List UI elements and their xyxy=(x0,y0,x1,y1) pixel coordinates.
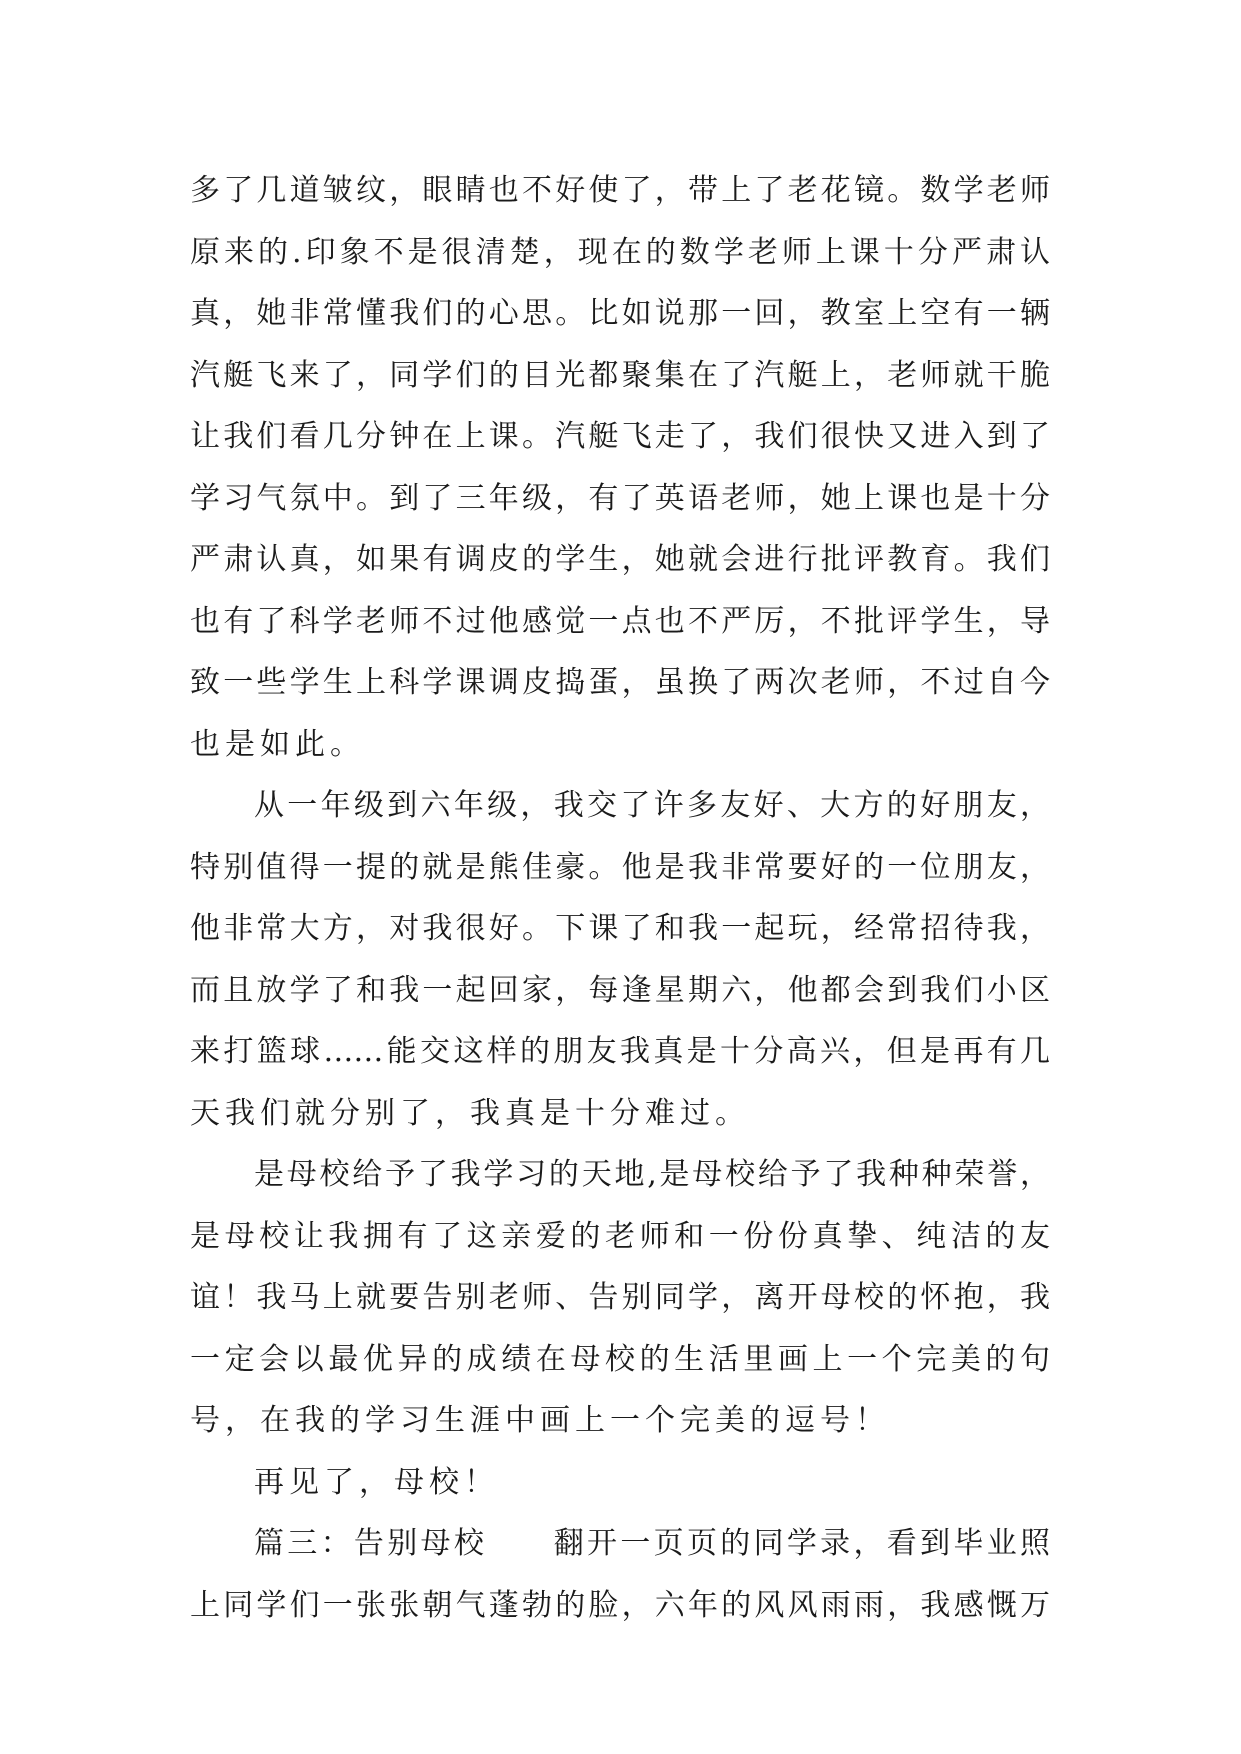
text-line: 让我们看几分钟在上课。汽艇飞走了，我们很快又进入到了 xyxy=(190,419,1050,454)
text-line: 一定会以最优异的成绩在母校的生活里画上一个完美的句 xyxy=(190,1341,1050,1377)
body-text xyxy=(190,160,1050,1636)
text-line: 再见了，母校！ xyxy=(254,1464,499,1500)
text-line: 是母校让我拥有了这亲爱的老师和一份份真挚、纯洁的友 xyxy=(190,1218,1050,1254)
text-line: 致一些学生上科学课调皮捣蛋，虽换了两次老师，不过自今 xyxy=(190,665,1050,700)
text-line: 天我们就分别了，我真是十分难过。 xyxy=(190,1095,750,1131)
text-line: 而且放学了和我一起回家，每逢星期六，他都会到我们小区 xyxy=(190,972,1050,1008)
text-line: 特别值得一提的就是熊佳豪。他是我非常要好的一位朋友， xyxy=(190,849,1050,885)
text-line: 也是如此。 xyxy=(190,726,365,762)
text-line: 原来的.印象不是很清楚，现在的数学老师上课十分严肃认 xyxy=(190,234,1050,270)
text-line: 多了几道皱纹，眼睛也不好使了，带上了老花镜。数学老师 xyxy=(190,173,1050,208)
text-line: 上同学们一张张朝气蓬勃的脸，六年的风风雨雨，我感慨万 xyxy=(190,1587,1050,1623)
text-line: 号，在我的学习生涯中画上一个完美的逗号！ xyxy=(190,1403,890,1438)
text-line: 严肃认真，如果有调皮的学生，她就会进行批评教育。我们 xyxy=(190,542,1050,577)
text-line: 是母校给予了我学习的天地,是母校给予了我种种荣誉， xyxy=(254,1157,1050,1192)
text-line: 学习气氛中。到了三年级，有了英语老师，她上课也是十分 xyxy=(190,480,1050,516)
text-line: 篇三：告别母校 翻开一页页的同学录，看到毕业照 xyxy=(254,1526,1050,1561)
text-line: 来打篮球……能交这样的朋友我真是十分高兴，但是再有几 xyxy=(190,1034,1050,1069)
text-line: 从一年级到六年级，我交了许多友好、大方的好朋友， xyxy=(254,788,1050,823)
text-line: 他非常大方，对我很好。下课了和我一起玩，经常招待我， xyxy=(190,911,1050,946)
text-line: 也有了科学老师不过他感觉一点也不严厉，不批评学生，导 xyxy=(190,603,1050,639)
text-line: 汽艇飞来了，同学们的目光都聚集在了汽艇上，老师就干脆 xyxy=(190,357,1050,393)
text-line: 真，她非常懂我们的心思。比如说那一回，教室上空有一辆 xyxy=(190,296,1050,331)
text-line: 谊！我马上就要告别老师、告别同学，离开母校的怀抱，我 xyxy=(190,1280,1050,1315)
